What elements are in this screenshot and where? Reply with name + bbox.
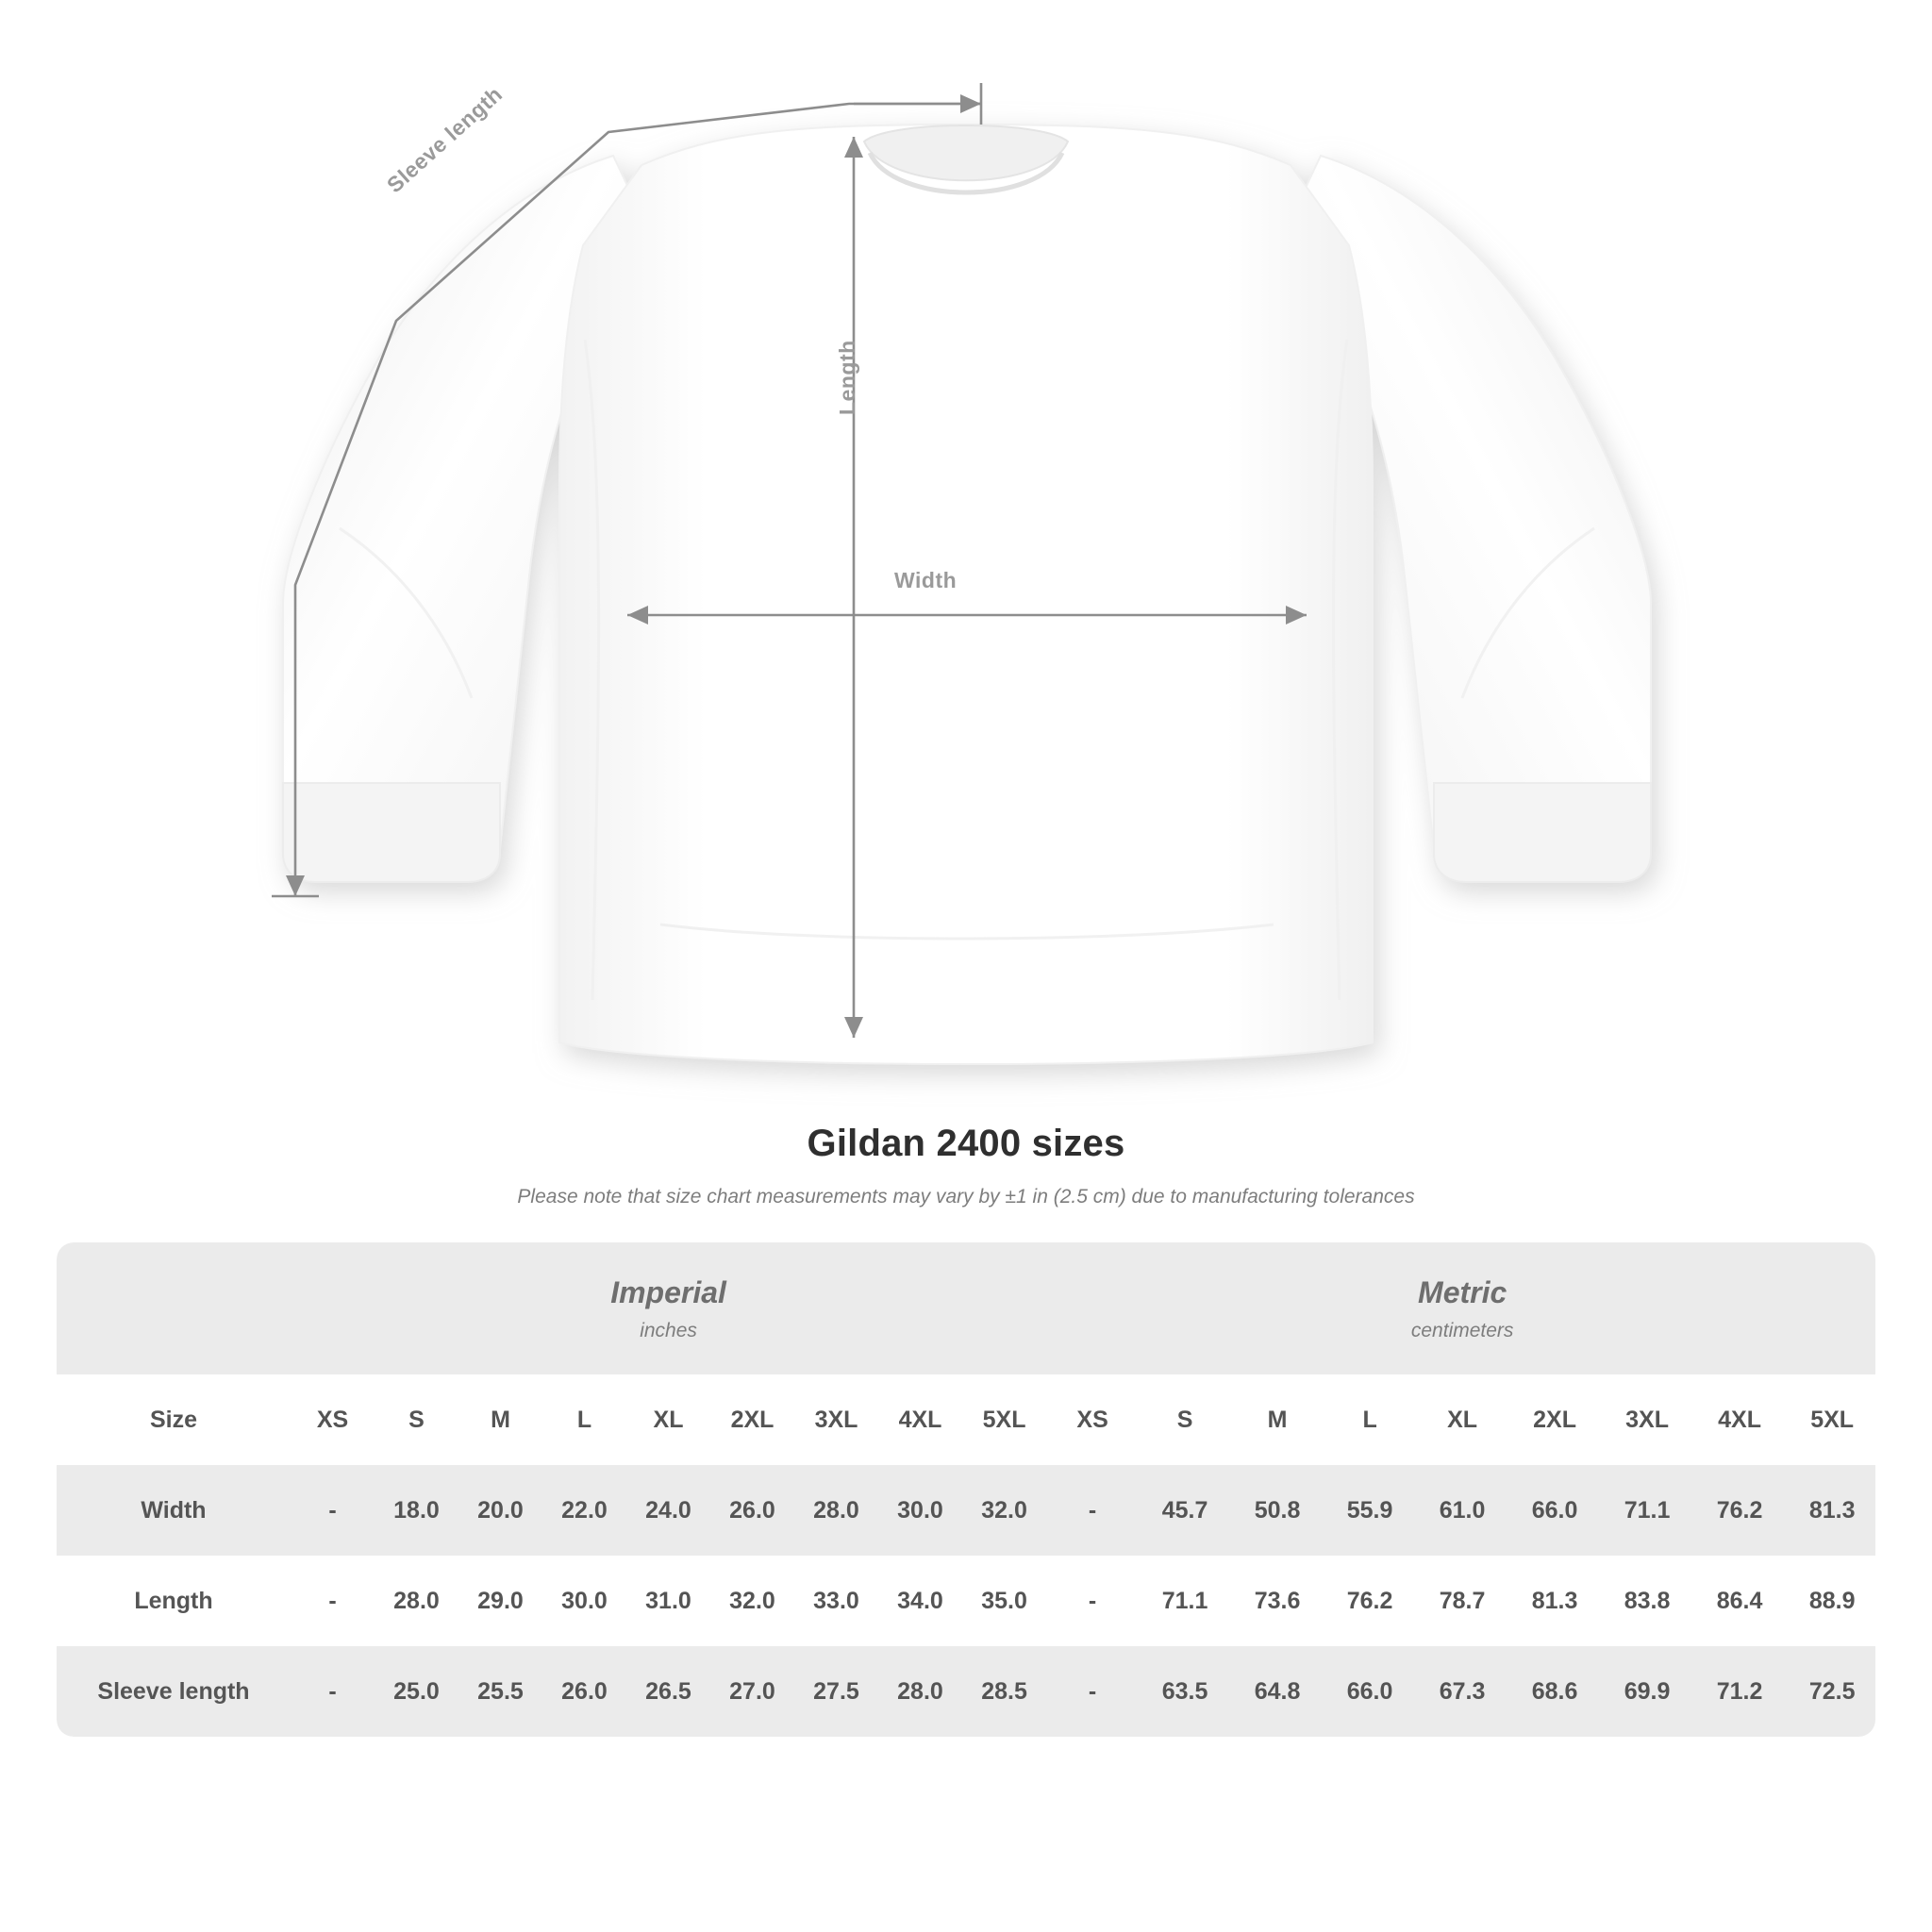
size-cell-metric-s: S — [1139, 1374, 1231, 1465]
row-label-sleeve-length: Sleeve length — [57, 1646, 291, 1737]
length-metric-xs: - — [1088, 1587, 1097, 1614]
length-metric-5xl: 88.9 — [1808, 1587, 1856, 1614]
size-cell-metric-3xl: 3XL — [1601, 1374, 1693, 1465]
length-imperial-xl: 31.0 — [645, 1587, 691, 1614]
unit-row-corner — [57, 1242, 291, 1374]
size-cell-metric-4xl: 4XL — [1693, 1374, 1786, 1465]
sleeve-imperial-5xl: 28.5 — [962, 1646, 1046, 1737]
length-metric-m: 73.6 — [1254, 1587, 1301, 1614]
width-metric-l: 55.9 — [1324, 1465, 1416, 1556]
width-metric-s: 45.7 — [1139, 1465, 1231, 1556]
sleeve-metric-m: 64.8 — [1231, 1646, 1324, 1737]
size-cell-imperial-xs: XS — [291, 1374, 375, 1465]
table-row-sleeve-length — [57, 1646, 1875, 1737]
imperial-unit: inches — [640, 1319, 697, 1341]
size-cell-metric-2xl: 2XL — [1508, 1374, 1601, 1465]
length-metric-xl: 78.7 — [1439, 1587, 1486, 1614]
row-label-width: Width — [57, 1465, 291, 1556]
length-metric-2xl: 81.3 — [1531, 1587, 1578, 1614]
length-imperial-4xl: 34.0 — [897, 1587, 943, 1614]
width-metric-4xl: 76.2 — [1693, 1465, 1786, 1556]
size-cell-metric-l: L — [1324, 1374, 1416, 1465]
size-cell-metric-m: M — [1231, 1374, 1324, 1465]
size-cell-imperial-l: L — [542, 1374, 626, 1465]
size-header-cell: Size — [57, 1374, 291, 1465]
size-cell-imperial-5xl: 5XL — [962, 1374, 1046, 1465]
sleeve-length-dimension-label: Sleeve length — [382, 81, 508, 198]
sleeve-metric-s: 63.5 — [1139, 1646, 1231, 1737]
row-label-length: Length — [134, 1587, 213, 1614]
length-imperial-xs: - — [328, 1587, 337, 1614]
size-cell-imperial-4xl: 4XL — [878, 1374, 962, 1465]
size-cell-imperial-s: S — [375, 1374, 458, 1465]
length-imperial-l: 30.0 — [561, 1587, 608, 1614]
length-metric-s: 71.1 — [1161, 1587, 1208, 1614]
sleeve-metric-l: 66.0 — [1324, 1646, 1416, 1737]
title-block — [0, 1123, 1932, 1208]
sleeve-metric-xl: 67.3 — [1416, 1646, 1508, 1737]
width-imperial-xl: 24.0 — [626, 1465, 710, 1556]
size-cell-metric-xs: XS — [1046, 1374, 1139, 1465]
sleeve-imperial-3xl: 27.5 — [794, 1646, 878, 1737]
width-metric-3xl: 71.1 — [1601, 1465, 1693, 1556]
width-metric-2xl: 66.0 — [1508, 1465, 1601, 1556]
length-imperial-m: 29.0 — [477, 1587, 524, 1614]
size-cell-metric-xl: XL — [1416, 1374, 1508, 1465]
imperial-label: Imperial — [610, 1274, 726, 1309]
size-cell-imperial-3xl: 3XL — [794, 1374, 878, 1465]
size-table — [57, 1242, 1875, 1737]
page-title: Gildan 2400 sizes — [807, 1123, 1125, 1164]
size-cell-metric-5xl: 5XL — [1786, 1374, 1875, 1465]
width-metric-xl: 61.0 — [1416, 1465, 1508, 1556]
width-imperial-l: 22.0 — [542, 1465, 626, 1556]
metric-label: Metric — [1418, 1274, 1507, 1309]
sleeve-metric-2xl: 68.6 — [1508, 1646, 1601, 1737]
width-imperial-2xl: 26.0 — [710, 1465, 794, 1556]
length-dimension-label: Length — [835, 340, 859, 415]
width-imperial-m: 20.0 — [458, 1465, 542, 1556]
width-imperial-4xl: 30.0 — [878, 1465, 962, 1556]
sleeve-imperial-4xl: 28.0 — [878, 1646, 962, 1737]
width-dimension-label: Width — [894, 568, 958, 592]
width-imperial-5xl: 32.0 — [962, 1465, 1046, 1556]
sleeve-imperial-2xl: 27.0 — [710, 1646, 794, 1737]
length-imperial-s: 28.0 — [393, 1587, 440, 1614]
sleeve-metric-5xl: 72.5 — [1786, 1646, 1875, 1737]
length-metric-l: 76.2 — [1346, 1587, 1393, 1614]
sleeve-imperial-s: 25.0 — [375, 1646, 458, 1737]
sleeve-imperial-l: 26.0 — [542, 1646, 626, 1737]
sleeve-metric-4xl: 71.2 — [1693, 1646, 1786, 1737]
metric-unit: centimeters — [1410, 1319, 1514, 1341]
size-table-wrapper — [57, 1242, 1875, 1737]
size-cell-imperial-xl: XL — [626, 1374, 710, 1465]
shirt-body-shape — [283, 125, 1651, 1064]
width-imperial-xs: - — [291, 1465, 375, 1556]
length-imperial-2xl: 32.0 — [729, 1587, 775, 1614]
size-cell-imperial-m: M — [458, 1374, 542, 1465]
length-metric-4xl: 86.4 — [1716, 1587, 1763, 1614]
sleeve-metric-xs: - — [1046, 1646, 1139, 1737]
imperial-group-header — [291, 1242, 1046, 1374]
table-row-length — [57, 1556, 1875, 1646]
sleeve-metric-3xl: 69.9 — [1601, 1646, 1693, 1737]
sleeve-imperial-xs: - — [291, 1646, 375, 1737]
sleeve-imperial-xl: 26.5 — [626, 1646, 710, 1737]
width-metric-xs: - — [1046, 1465, 1139, 1556]
size-cell-imperial-2xl: 2XL — [710, 1374, 794, 1465]
unit-header-row — [57, 1242, 1875, 1374]
size-header-row — [57, 1374, 1875, 1465]
length-imperial-5xl: 35.0 — [981, 1587, 1027, 1614]
width-metric-m: 50.8 — [1231, 1465, 1324, 1556]
length-imperial-3xl: 33.0 — [813, 1587, 859, 1614]
width-imperial-3xl: 28.0 — [794, 1465, 878, 1556]
metric-group-header — [1046, 1242, 1875, 1374]
sleeve-imperial-m: 25.5 — [458, 1646, 542, 1737]
tolerance-note: Please note that size chart measurements may vary by ±1 in (2.5 cm) due to manufacturing tolerances — [517, 1186, 1415, 1208]
length-metric-3xl: 83.8 — [1624, 1587, 1671, 1614]
width-imperial-s: 18.0 — [375, 1465, 458, 1556]
width-metric-5xl: 81.3 — [1786, 1465, 1875, 1556]
table-row-width — [57, 1465, 1875, 1556]
